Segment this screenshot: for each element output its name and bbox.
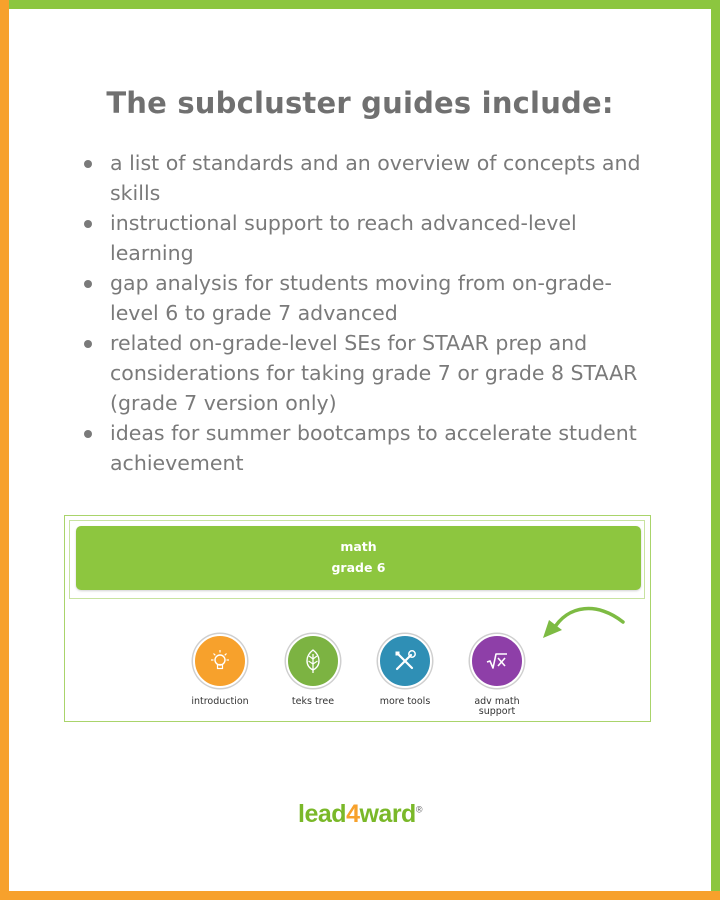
tool-label: teks tree [291, 696, 335, 707]
list-item: gap analysis for students moving from on-grade-level 6 to grade 7 advanced [80, 268, 650, 328]
tool-label: adv math support [474, 696, 520, 717]
subject-banner[interactable] [76, 526, 641, 590]
teks-tree-circle [286, 634, 340, 688]
list-item: related on-grade-level SEs for STAAR prep and considerations for taking grade 7 or grade 8 STAAR (grade 7 version only) [80, 328, 650, 418]
website-screenshot [64, 515, 651, 722]
wrench-screwdriver-icon [391, 647, 419, 675]
leaf-icon [299, 647, 327, 675]
feature-list [80, 148, 650, 478]
lead4ward-logo [0, 800, 720, 829]
logo-part-ward: ward [359, 800, 416, 828]
frame-bottom-border [0, 891, 720, 900]
more-tools-circle [378, 634, 432, 688]
banner-subject: math [340, 539, 377, 554]
square-root-icon [483, 647, 511, 675]
lightbulb-icon [206, 647, 234, 675]
frame-right-border [711, 0, 720, 900]
list-item: ideas for summer bootcamps to accelerate student achievement [80, 418, 650, 478]
logo-part-lead: lead [298, 800, 347, 828]
list-item: instructional support to reach advanced-level learning [80, 208, 650, 268]
page-heading: The subcluster guides include: [106, 86, 614, 120]
logo-part-4: 4 [346, 800, 360, 828]
banner-grade: grade 6 [331, 560, 386, 575]
tool-label: introduction [191, 696, 249, 707]
introduction-circle [193, 634, 247, 688]
frame-left-border [0, 0, 9, 900]
tool-adv-math-support[interactable] [442, 634, 552, 717]
logo-registered-mark: ® [415, 804, 422, 815]
list-item: a list of standards and an overview of concepts and skills [80, 148, 650, 208]
tool-label: more tools [379, 696, 431, 707]
frame-top-border [0, 0, 720, 9]
adv-math-circle [470, 634, 524, 688]
